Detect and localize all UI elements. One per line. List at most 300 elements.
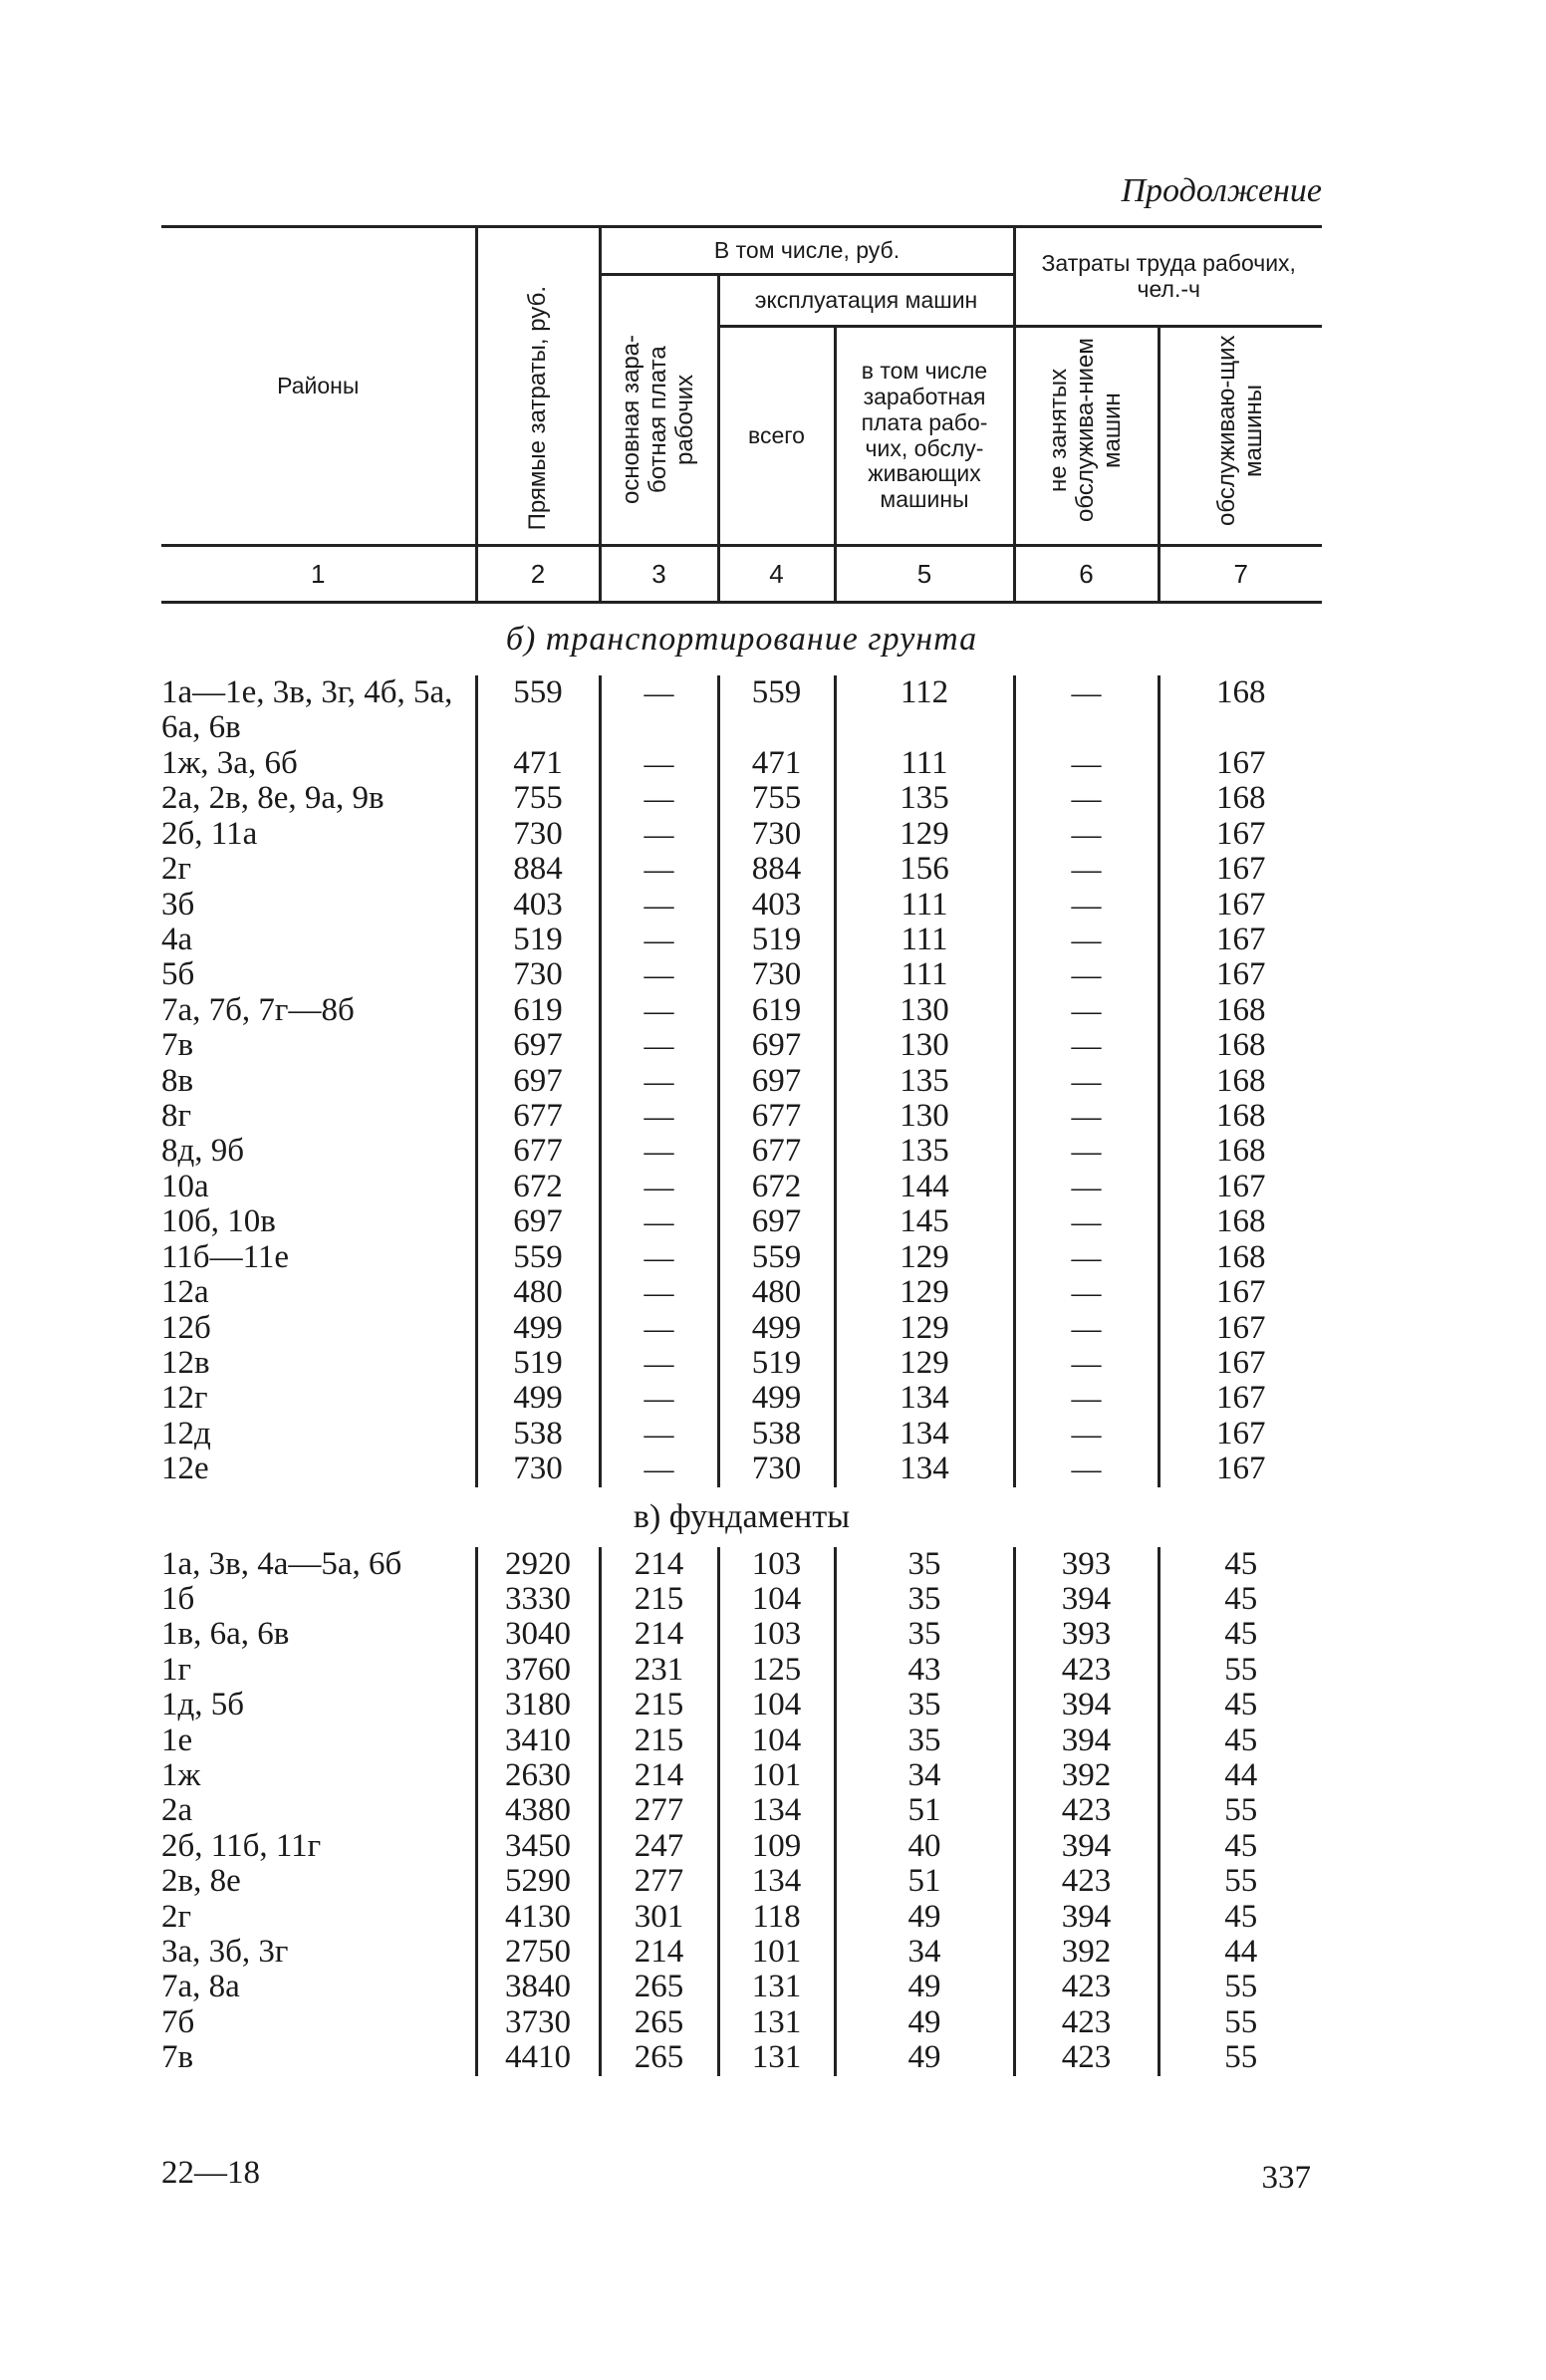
value-cell-c2: 3040: [476, 1617, 600, 1652]
value-cell-c5: 35: [835, 1617, 1014, 1652]
table-row: [161, 1758, 1322, 1793]
value-cell-c4: 697: [718, 1028, 835, 1063]
table-row: [161, 888, 1322, 923]
value-cell-c5: 49: [835, 2005, 1014, 2040]
table-row: [161, 1793, 1322, 1828]
value-cell-c5: 156: [835, 852, 1014, 887]
table-row: [161, 1653, 1322, 1688]
value-cell-c7: 168: [1159, 1064, 1322, 1099]
region-cell: 8г: [161, 1098, 192, 1135]
continuation-label: Продолжение: [1121, 172, 1322, 209]
header-labor-costs: Затраты труда рабочих, чел.-ч: [1014, 227, 1322, 327]
value-cell-c7: 168: [1159, 1240, 1322, 1275]
value-cell-c3: 265: [600, 1970, 718, 2004]
value-cell-c5: 34: [835, 1935, 1014, 1970]
value-cell-c7: 168: [1159, 1204, 1322, 1239]
table-row: [161, 1688, 1322, 1722]
value-cell-c2: 3330: [476, 1582, 600, 1617]
value-cell-c3: 277: [600, 1864, 718, 1899]
value-cell-c7: 45: [1159, 1617, 1322, 1652]
region-cell: 7а, 8а: [161, 1969, 240, 2005]
value-cell-c7: 55: [1159, 1653, 1322, 1688]
value-cell-c6: —: [1014, 993, 1159, 1028]
table-row: [161, 1970, 1322, 2004]
value-cell-c6: 423: [1014, 2005, 1159, 2040]
value-cell-c3: —: [600, 1028, 718, 1063]
region-cell: 11б—11е: [161, 1238, 289, 1275]
value-cell-c7: 45: [1159, 1723, 1322, 1758]
value-cell-c4: 559: [718, 1240, 835, 1275]
value-cell-c6: 392: [1014, 1935, 1159, 1970]
value-cell-c6: —: [1014, 888, 1159, 923]
region-cell: 2г: [161, 851, 192, 888]
column-numbers-row: [161, 546, 1322, 603]
table-row: [161, 781, 1322, 816]
region-cell: 2б, 11б, 11г: [161, 1827, 322, 1864]
value-cell-c6: 423: [1014, 1793, 1159, 1828]
value-cell-c6: —: [1014, 957, 1159, 992]
table-row: [161, 1134, 1322, 1169]
region-cell: 1б: [161, 1580, 195, 1617]
value-cell-c4: 104: [718, 1688, 835, 1722]
value-cell-c5: 135: [835, 1134, 1014, 1169]
value-cell-c6: 392: [1014, 1758, 1159, 1793]
value-cell-c2: 730: [476, 817, 600, 852]
value-cell-c2: 884: [476, 852, 600, 887]
value-cell-c2: 3840: [476, 1970, 600, 2004]
value-cell-c4: 103: [718, 1617, 835, 1652]
value-cell-c4: 103: [718, 1547, 835, 1582]
value-cell-c4: 109: [718, 1829, 835, 1864]
region-cell: 12г: [161, 1380, 208, 1417]
value-cell-c7: 168: [1159, 1134, 1322, 1169]
region-cell: 12е: [161, 1451, 209, 1487]
value-cell-c3: —: [600, 1170, 718, 1204]
value-cell-c2: 3760: [476, 1653, 600, 1688]
value-cell-c6: 394: [1014, 1829, 1159, 1864]
page-number: 337: [1261, 2160, 1311, 2196]
region-cell: 7в: [161, 1027, 194, 1064]
value-cell-c4: 559: [718, 675, 835, 746]
table-row: [161, 2005, 1322, 2040]
value-cell-c3: —: [600, 1381, 718, 1416]
value-cell-c6: —: [1014, 675, 1159, 746]
value-cell-c7: 168: [1159, 675, 1322, 746]
value-cell-c4: 755: [718, 781, 835, 816]
value-cell-c6: 393: [1014, 1547, 1159, 1582]
value-cell-c3: 215: [600, 1723, 718, 1758]
table-row: [161, 1275, 1322, 1310]
value-cell-c2: 3180: [476, 1688, 600, 1722]
value-cell-c2: 677: [476, 1099, 600, 1134]
table-row: [161, 1935, 1322, 1970]
value-cell-c6: —: [1014, 1311, 1159, 1346]
col-number: 2: [476, 546, 600, 603]
value-cell-c6: 394: [1014, 1900, 1159, 1935]
region-cell: 2в, 8е: [161, 1863, 241, 1900]
value-cell-c3: —: [600, 1064, 718, 1099]
col-number: 6: [1014, 546, 1159, 603]
value-cell-c4: 519: [718, 923, 835, 957]
value-cell-c3: 231: [600, 1653, 718, 1688]
value-cell-c4: 480: [718, 1275, 835, 1310]
value-cell-c5: 134: [835, 1381, 1014, 1416]
value-cell-c4: 131: [718, 2005, 835, 2040]
value-cell-c5: 49: [835, 1900, 1014, 1935]
table-row: [161, 1311, 1322, 1346]
value-cell-c7: 45: [1159, 1829, 1322, 1864]
value-cell-c6: —: [1014, 1346, 1159, 1381]
value-cell-c6: —: [1014, 746, 1159, 781]
value-cell-c4: 730: [718, 957, 835, 992]
value-cell-c2: 403: [476, 888, 600, 923]
value-cell-c3: 265: [600, 2040, 718, 2075]
value-cell-c7: 167: [1159, 817, 1322, 852]
value-cell-c7: 55: [1159, 1793, 1322, 1828]
header-base-wage: основная зара-ботная плата рабочих: [600, 275, 718, 546]
table-row: [161, 1170, 1322, 1204]
value-cell-c3: 215: [600, 1688, 718, 1722]
value-cell-c3: —: [600, 746, 718, 781]
value-cell-c7: 45: [1159, 1688, 1322, 1722]
table-row: [161, 1582, 1322, 1617]
value-cell-c3: 214: [600, 1547, 718, 1582]
value-cell-c4: 118: [718, 1900, 835, 1935]
value-cell-c7: 168: [1159, 993, 1322, 1028]
value-cell-c7: 167: [1159, 1346, 1322, 1381]
table-row: [161, 1240, 1322, 1275]
value-cell-c6: 423: [1014, 1653, 1159, 1688]
value-cell-c7: 55: [1159, 1864, 1322, 1899]
col-number: 7: [1159, 546, 1322, 603]
table-row: [161, 2040, 1322, 2075]
value-cell-c5: 111: [835, 923, 1014, 957]
region-cell: 7б: [161, 2003, 195, 2040]
region-cell: 12а: [161, 1274, 209, 1311]
value-cell-c7: 55: [1159, 2005, 1322, 2040]
header-not-machine: не занятых обслужива-нием машин: [1014, 327, 1159, 546]
value-cell-c6: —: [1014, 1275, 1159, 1310]
value-cell-c6: 394: [1014, 1688, 1159, 1722]
table-row: [161, 1381, 1322, 1416]
region-cell: 8в: [161, 1062, 194, 1099]
value-cell-c3: 214: [600, 1617, 718, 1652]
value-cell-c4: 471: [718, 746, 835, 781]
value-cell-c4: 101: [718, 1758, 835, 1793]
value-cell-c3: 247: [600, 1829, 718, 1864]
value-cell-c5: 35: [835, 1547, 1014, 1582]
value-cell-c7: 45: [1159, 1547, 1322, 1582]
col-number: 1: [161, 546, 476, 603]
value-cell-c2: 480: [476, 1275, 600, 1310]
value-cell-c5: 130: [835, 993, 1014, 1028]
table-row: [161, 746, 1322, 781]
value-cell-c6: 423: [1014, 1864, 1159, 1899]
value-cell-c6: —: [1014, 1028, 1159, 1063]
value-cell-c5: 49: [835, 2040, 1014, 2075]
value-cell-c4: 101: [718, 1935, 835, 1970]
table-row: [161, 1064, 1322, 1099]
region-cell: 4а: [161, 922, 193, 958]
value-cell-c2: 519: [476, 923, 600, 957]
value-cell-c6: —: [1014, 1170, 1159, 1204]
cost-table: [161, 225, 1322, 2076]
table-row: [161, 1900, 1322, 1935]
value-cell-c5: 35: [835, 1723, 1014, 1758]
value-cell-c6: —: [1014, 1064, 1159, 1099]
value-cell-c7: 167: [1159, 1275, 1322, 1310]
value-cell-c2: 619: [476, 993, 600, 1028]
value-cell-c2: 697: [476, 1028, 600, 1063]
value-cell-c4: 677: [718, 1099, 835, 1134]
region-cell: 2б, 11а: [161, 815, 258, 852]
value-cell-c2: 2920: [476, 1547, 600, 1582]
value-cell-c4: 499: [718, 1381, 835, 1416]
col-number: 4: [718, 546, 835, 603]
value-cell-c5: 129: [835, 1346, 1014, 1381]
value-cell-c6: —: [1014, 1204, 1159, 1239]
value-cell-c7: 167: [1159, 1452, 1322, 1486]
value-cell-c4: 677: [718, 1134, 835, 1169]
value-cell-c6: —: [1014, 923, 1159, 957]
value-cell-c5: 43: [835, 1653, 1014, 1688]
value-cell-c6: —: [1014, 1452, 1159, 1486]
region-cell: 7а, 7б, 7г—8б: [161, 991, 355, 1028]
value-cell-c5: 111: [835, 888, 1014, 923]
value-cell-c4: 499: [718, 1311, 835, 1346]
value-cell-c3: 265: [600, 2005, 718, 2040]
value-cell-c7: 55: [1159, 2040, 1322, 2075]
value-cell-c2: 672: [476, 1170, 600, 1204]
header-machine-serving: обслуживаю-щих машины: [1159, 327, 1322, 546]
table-row: [161, 675, 1322, 746]
value-cell-c7: 167: [1159, 957, 1322, 992]
value-cell-c3: —: [600, 1346, 718, 1381]
value-cell-c5: 34: [835, 1758, 1014, 1793]
value-cell-c5: 35: [835, 1582, 1014, 1617]
header-regions: Районы: [161, 227, 476, 546]
value-cell-c6: 394: [1014, 1582, 1159, 1617]
value-cell-c7: 168: [1159, 781, 1322, 816]
section-title: б) транспортирование грунта: [505, 621, 978, 658]
value-cell-c3: —: [600, 817, 718, 852]
value-cell-c6: —: [1014, 1134, 1159, 1169]
table-row: [161, 1864, 1322, 1899]
table-row: [161, 1723, 1322, 1758]
value-cell-c4: 519: [718, 1346, 835, 1381]
value-cell-c2: 499: [476, 1311, 600, 1346]
table-row: [161, 1452, 1322, 1486]
region-cell: 2г: [161, 1898, 192, 1935]
value-cell-c3: —: [600, 1134, 718, 1169]
table-row: [161, 923, 1322, 957]
table-row: [161, 1547, 1322, 1582]
value-cell-c3: 214: [600, 1758, 718, 1793]
region-cell: 10б, 10в: [161, 1203, 276, 1240]
value-cell-c5: 111: [835, 746, 1014, 781]
region-cell: 2а, 2в, 8е, 9а, 9в: [161, 780, 385, 817]
value-cell-c4: 131: [718, 2040, 835, 2075]
value-cell-c5: 49: [835, 1970, 1014, 2004]
value-cell-c5: 111: [835, 957, 1014, 992]
value-cell-c4: 697: [718, 1064, 835, 1099]
value-cell-c3: —: [600, 957, 718, 992]
value-cell-c4: 125: [718, 1653, 835, 1688]
value-cell-c5: 35: [835, 1688, 1014, 1722]
value-cell-c5: 51: [835, 1793, 1014, 1828]
table-row: [161, 1204, 1322, 1239]
value-cell-c2: 697: [476, 1064, 600, 1099]
table-row: [161, 817, 1322, 852]
value-cell-c2: 2750: [476, 1935, 600, 1970]
value-cell-c2: 2630: [476, 1758, 600, 1793]
region-cell: 1д, 5б: [161, 1687, 245, 1723]
value-cell-c6: —: [1014, 781, 1159, 816]
value-cell-c5: 135: [835, 781, 1014, 816]
value-cell-c2: 4380: [476, 1793, 600, 1828]
value-cell-c2: 519: [476, 1346, 600, 1381]
value-cell-c5: 129: [835, 817, 1014, 852]
value-cell-c3: 301: [600, 1900, 718, 1935]
value-cell-c3: —: [600, 993, 718, 1028]
value-cell-c4: 730: [718, 1452, 835, 1486]
value-cell-c5: 134: [835, 1452, 1014, 1486]
table-row: [161, 993, 1322, 1028]
header-direct-costs: Прямые затраты, руб.: [476, 227, 600, 546]
value-cell-c7: 167: [1159, 1170, 1322, 1204]
header-incl-rub: В том числе, руб.: [600, 227, 1014, 275]
value-cell-c6: 394: [1014, 1723, 1159, 1758]
value-cell-c2: 677: [476, 1134, 600, 1169]
region-cell: 8д, 9б: [161, 1133, 245, 1170]
region-cell: 7в: [161, 2039, 194, 2076]
value-cell-c5: 130: [835, 1028, 1014, 1063]
value-cell-c6: —: [1014, 1099, 1159, 1134]
value-cell-c2: 499: [476, 1381, 600, 1416]
value-cell-c2: 730: [476, 957, 600, 992]
table-row: [161, 957, 1322, 992]
region-cell: 12д: [161, 1415, 211, 1452]
value-cell-c2: 3410: [476, 1723, 600, 1758]
section-title-row: [161, 603, 1322, 676]
region-cell: 5б: [161, 956, 195, 993]
col-number: 5: [835, 546, 1014, 603]
table-row: [161, 1617, 1322, 1652]
value-cell-c6: 393: [1014, 1617, 1159, 1652]
value-cell-c7: 167: [1159, 1417, 1322, 1452]
value-cell-c4: 672: [718, 1170, 835, 1204]
value-cell-c7: 44: [1159, 1935, 1322, 1970]
signature-mark: 22—18: [161, 2155, 260, 2191]
value-cell-c4: 104: [718, 1582, 835, 1617]
value-cell-c2: 4130: [476, 1900, 600, 1935]
value-cell-c3: —: [600, 888, 718, 923]
value-cell-c3: —: [600, 675, 718, 746]
value-cell-c2: 5290: [476, 1864, 600, 1899]
value-cell-c4: 697: [718, 1204, 835, 1239]
value-cell-c7: 167: [1159, 888, 1322, 923]
region-cell: 1а—1е, 3в, 3г, 4б, 5а, 6а, 6в: [161, 674, 453, 746]
value-cell-c6: —: [1014, 1240, 1159, 1275]
value-cell-c4: 131: [718, 1970, 835, 2004]
region-cell: 1е: [161, 1721, 193, 1758]
value-cell-c6: 423: [1014, 2040, 1159, 2075]
table-row: [161, 1028, 1322, 1063]
value-cell-c3: —: [600, 1452, 718, 1486]
value-cell-c4: 134: [718, 1864, 835, 1899]
col-number: 3: [600, 546, 718, 603]
table-row: [161, 1346, 1322, 1381]
value-cell-c3: 277: [600, 1793, 718, 1828]
value-cell-c5: 144: [835, 1170, 1014, 1204]
region-cell: 3б: [161, 886, 195, 923]
value-cell-c7: 167: [1159, 1381, 1322, 1416]
value-cell-c2: 538: [476, 1417, 600, 1452]
value-cell-c4: 134: [718, 1793, 835, 1828]
value-cell-c5: 112: [835, 675, 1014, 746]
region-cell: 1г: [161, 1651, 192, 1688]
value-cell-c4: 538: [718, 1417, 835, 1452]
value-cell-c7: 45: [1159, 1900, 1322, 1935]
region-cell: 1в, 6а, 6в: [161, 1616, 290, 1653]
value-cell-c3: —: [600, 1099, 718, 1134]
value-cell-c5: 129: [835, 1311, 1014, 1346]
value-cell-c7: 167: [1159, 1311, 1322, 1346]
value-cell-c2: 697: [476, 1204, 600, 1239]
value-cell-c5: 129: [835, 1275, 1014, 1310]
header-total: всего: [718, 327, 835, 546]
value-cell-c7: 44: [1159, 1758, 1322, 1793]
value-cell-c6: 423: [1014, 1970, 1159, 2004]
region-cell: 2а: [161, 1792, 193, 1829]
value-cell-c2: 3450: [476, 1829, 600, 1864]
value-cell-c7: 45: [1159, 1582, 1322, 1617]
value-cell-c3: 215: [600, 1582, 718, 1617]
value-cell-c2: 559: [476, 675, 600, 746]
value-cell-c5: 135: [835, 1064, 1014, 1099]
value-cell-c3: 214: [600, 1935, 718, 1970]
value-cell-c3: —: [600, 1275, 718, 1310]
value-cell-c5: 40: [835, 1829, 1014, 1864]
value-cell-c2: 559: [476, 1240, 600, 1275]
value-cell-c3: —: [600, 1240, 718, 1275]
region-cell: 12в: [161, 1344, 210, 1381]
value-cell-c3: —: [600, 1204, 718, 1239]
section-title: в) фундаменты: [633, 1497, 851, 1535]
table-row: [161, 1099, 1322, 1134]
value-cell-c6: —: [1014, 1417, 1159, 1452]
value-cell-c4: 884: [718, 852, 835, 887]
table-row: [161, 1829, 1322, 1864]
value-cell-c7: 167: [1159, 923, 1322, 957]
value-cell-c7: 168: [1159, 1028, 1322, 1063]
value-cell-c5: 129: [835, 1240, 1014, 1275]
value-cell-c7: 167: [1159, 746, 1322, 781]
value-cell-c4: 730: [718, 817, 835, 852]
header-machine-operation: эксплуатация машин: [718, 275, 1014, 327]
value-cell-c3: —: [600, 781, 718, 816]
region-cell: 10а: [161, 1168, 209, 1204]
value-cell-c6: —: [1014, 817, 1159, 852]
value-cell-c5: 134: [835, 1417, 1014, 1452]
value-cell-c7: 168: [1159, 1099, 1322, 1134]
value-cell-c5: 145: [835, 1204, 1014, 1239]
value-cell-c4: 403: [718, 888, 835, 923]
region-cell: 1ж: [161, 1756, 201, 1793]
value-cell-c2: 730: [476, 1452, 600, 1486]
region-cell: 1ж, 3а, 6б: [161, 745, 298, 781]
value-cell-c3: —: [600, 852, 718, 887]
